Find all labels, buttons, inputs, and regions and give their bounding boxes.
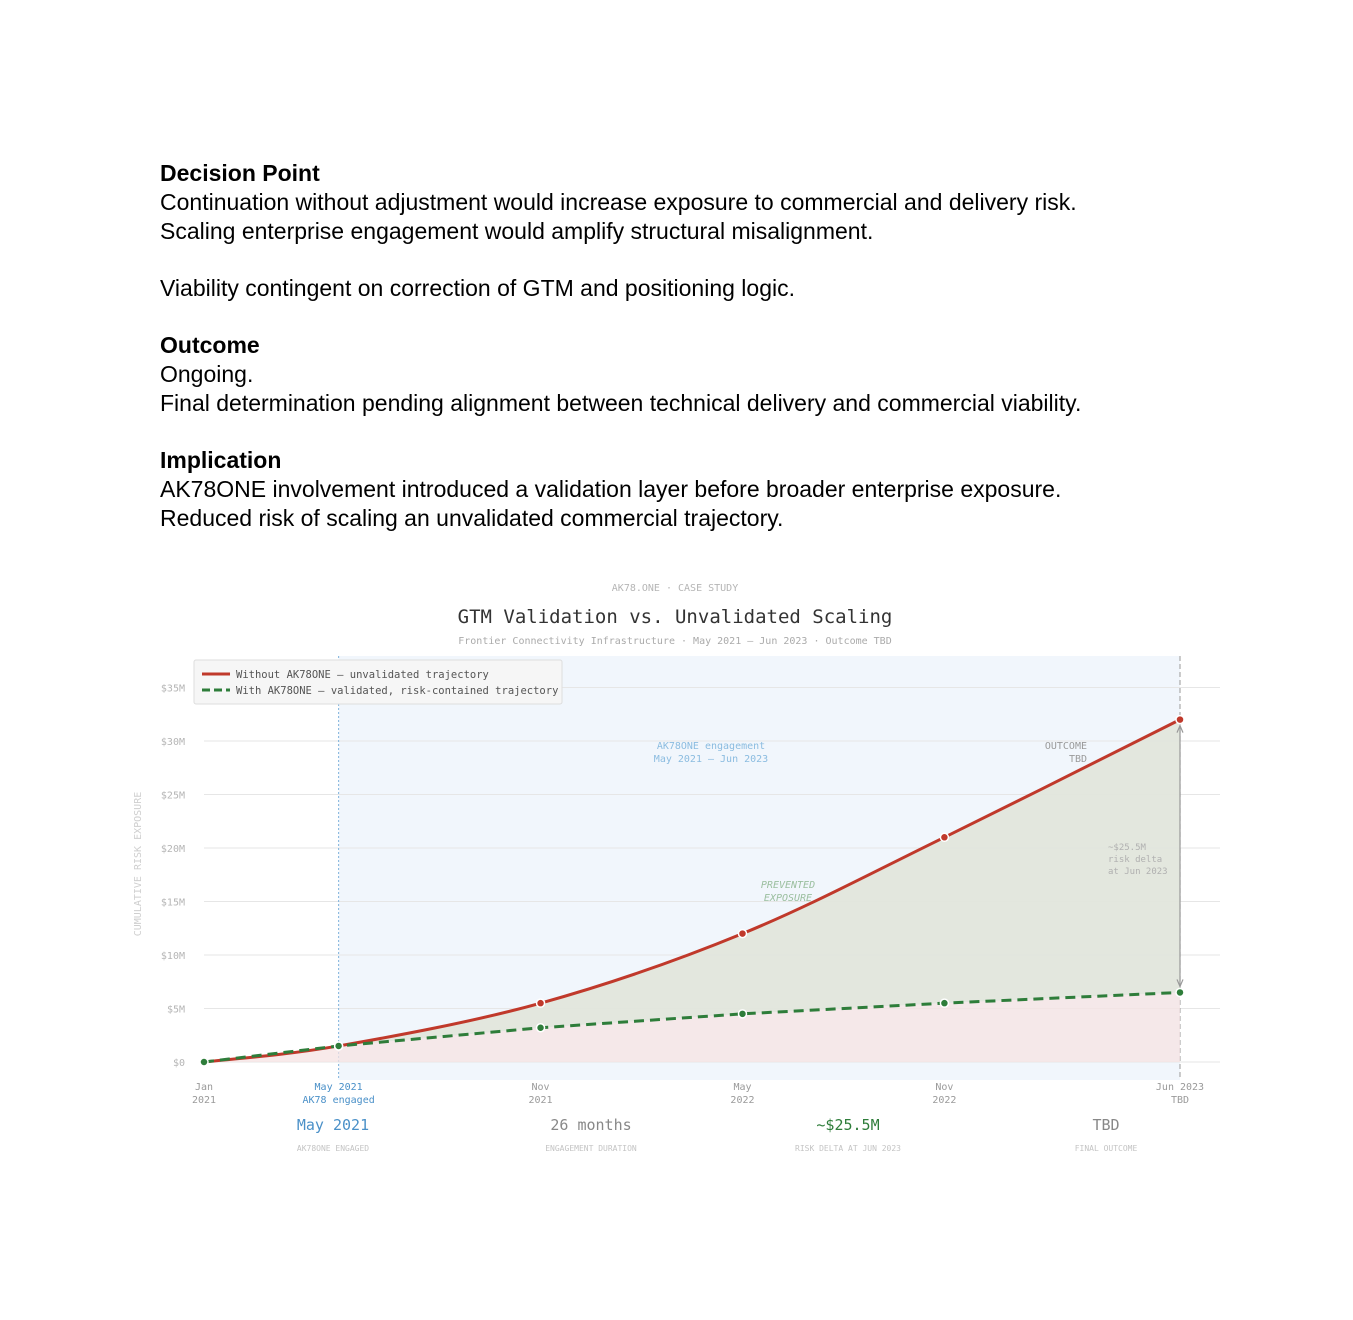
section-heading: Decision Point bbox=[160, 160, 320, 186]
x-tick-label: May 2021 bbox=[314, 1082, 363, 1093]
delta-caption-label: risk delta bbox=[1108, 855, 1163, 865]
section-line: AK78ONE involvement introduced a validation layer before broader enterprise exposure. bbox=[160, 476, 1062, 502]
data-point-validated bbox=[200, 1058, 208, 1066]
data-point-unvalidated bbox=[940, 833, 948, 841]
data-point-validated bbox=[335, 1042, 343, 1050]
outcome-label: OUTCOME bbox=[1044, 741, 1087, 752]
stat-value: ~$25.5M bbox=[816, 1116, 880, 1134]
x-tick-label: Nov bbox=[935, 1082, 954, 1093]
chart-title: GTM Validation vs. Unvalidated Scaling bbox=[457, 606, 893, 628]
y-tick-label: $0 bbox=[172, 1058, 185, 1069]
y-tick-label: $35M bbox=[160, 683, 185, 695]
engagement-label: AK78ONE engagement bbox=[656, 741, 766, 752]
x-tick-sublabel: 2022 bbox=[730, 1095, 755, 1106]
prevented-label: PREVENTED bbox=[760, 880, 816, 891]
y-tick-label: $30M bbox=[160, 737, 185, 748]
section-line: Continuation without adjustment would increase exposure to commercial and delivery risk. bbox=[160, 189, 1077, 215]
section-line: Ongoing. bbox=[160, 361, 254, 387]
chart-kicker: AK78.ONE · CASE STUDY bbox=[611, 583, 739, 594]
legend-entry-validated: With AK78ONE — validated, risk-contained trajectory bbox=[236, 685, 559, 697]
delta-date-label: at Jun 2023 bbox=[1108, 867, 1168, 877]
data-point-unvalidated bbox=[1176, 716, 1184, 724]
y-tick-label: $25M bbox=[160, 790, 185, 802]
section-line: Reduced risk of scaling an unvalidated commercial trajectory. bbox=[160, 505, 784, 531]
section-line: Scaling enterprise engagement would amplify structural misalignment. bbox=[160, 218, 874, 244]
x-tick-label: Jan bbox=[194, 1082, 214, 1093]
stat-value: May 2021 bbox=[296, 1116, 370, 1134]
x-tick-sublabel: 2022 bbox=[932, 1095, 957, 1106]
x-tick-sublabel: TBD bbox=[1170, 1095, 1190, 1106]
section-outcome bbox=[160, 331, 1200, 418]
stat-label: ENGAGEMENT DURATION bbox=[545, 1144, 637, 1153]
x-tick-sublabel: 2021 bbox=[191, 1095, 217, 1106]
stat-value: 26 months bbox=[550, 1116, 632, 1134]
engagement-dates: May 2021 – Jun 2023 bbox=[653, 754, 769, 765]
outcome-tbd-label: TBD bbox=[1068, 754, 1087, 765]
section-decision-point bbox=[160, 159, 1200, 303]
section-heading: Outcome bbox=[160, 332, 260, 358]
x-tick-sublabel: AK78 engaged bbox=[302, 1095, 375, 1106]
legend-box bbox=[194, 660, 562, 704]
y-tick-label: $5M bbox=[166, 1004, 185, 1016]
data-point-unvalidated bbox=[738, 930, 746, 938]
y-tick-label: $20M bbox=[160, 844, 185, 855]
section-line: Viability contingent on correction of GTM and positioning logic. bbox=[160, 275, 795, 301]
risk-exposure-chart bbox=[120, 570, 1240, 1170]
x-tick-sublabel: 2021 bbox=[528, 1095, 553, 1106]
chart-canvas bbox=[120, 570, 1240, 1170]
legend-entry-unvalidated: Without AK78ONE — unvalidated trajectory bbox=[236, 669, 489, 681]
x-tick-label: Nov bbox=[531, 1082, 550, 1093]
data-point-unvalidated bbox=[537, 999, 545, 1007]
chart-subtitle: Frontier Connectivity Infrastructure · May 2021 – Jun 2023 · Outcome TBD bbox=[458, 636, 892, 647]
section-line: Final determination pending alignment between technical delivery and commercial viability. bbox=[160, 390, 1082, 416]
paragraph-gap bbox=[160, 246, 1200, 274]
exposure-label: EXPOSURE bbox=[763, 893, 813, 904]
y-tick-label: $15M bbox=[160, 897, 185, 909]
section-heading: Implication bbox=[160, 447, 282, 473]
data-point-validated bbox=[940, 999, 948, 1007]
stat-label: RISK DELTA AT JUN 2023 bbox=[795, 1144, 901, 1153]
x-tick-label: Jun 2023 bbox=[1155, 1082, 1205, 1093]
data-point-validated bbox=[537, 1024, 545, 1032]
data-point-validated bbox=[738, 1010, 746, 1018]
stat-value: TBD bbox=[1092, 1116, 1120, 1134]
data-point-validated bbox=[1176, 988, 1184, 996]
x-tick-label: May bbox=[733, 1082, 752, 1093]
document-body bbox=[160, 159, 1200, 561]
delta-value-label: ~$25.5M bbox=[1108, 843, 1146, 853]
y-axis-label: CUMULATIVE RISK EXPOSURE bbox=[133, 791, 144, 937]
y-tick-label: $10M bbox=[160, 951, 185, 962]
stat-label: FINAL OUTCOME bbox=[1074, 1144, 1138, 1153]
stat-label: AK78ONE ENGAGED bbox=[296, 1144, 370, 1153]
section-implication bbox=[160, 446, 1200, 533]
